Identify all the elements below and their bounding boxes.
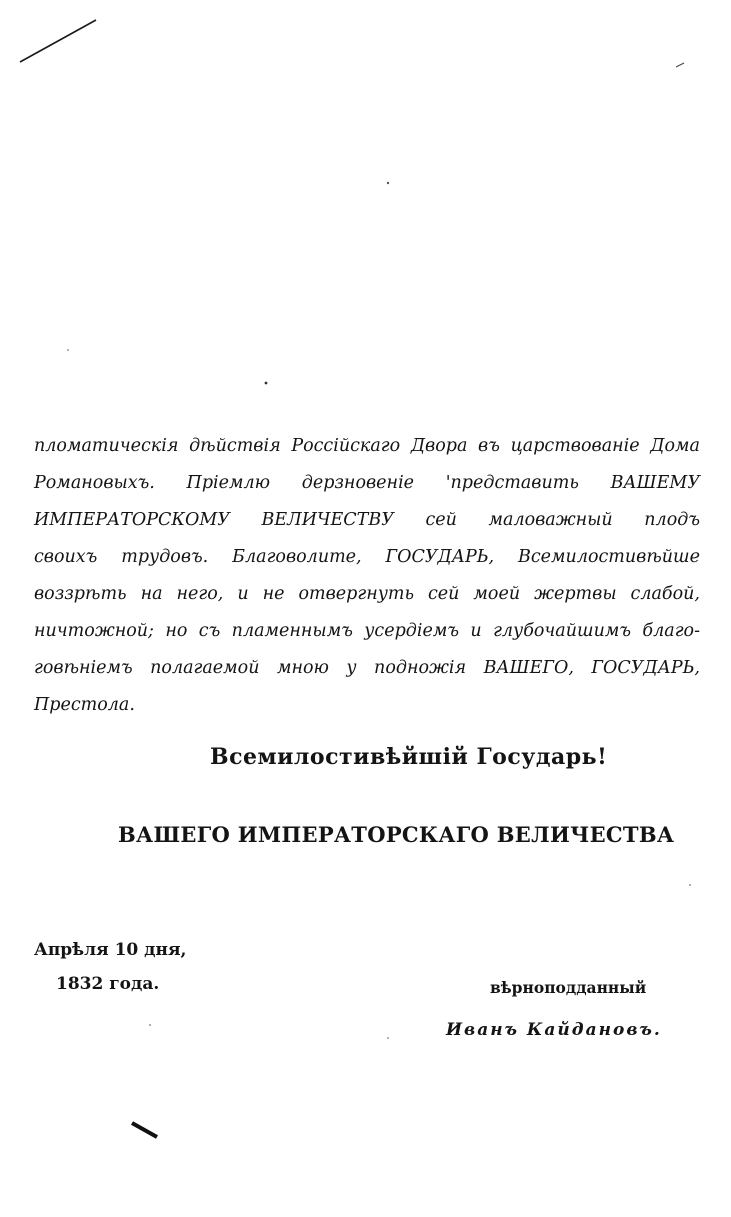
date-line-2: 1832 года. <box>56 974 160 994</box>
ink-blot <box>132 1123 157 1137</box>
body-line: воззрѣть на него, и не отвергнуть сей моей жертвы слабой, <box>34 584 700 604</box>
signature-title: вѣрноподданный <box>490 978 647 997</box>
scan-speck <box>387 1037 389 1039</box>
salutation-heading: Всемилостивѣйшій Государь! <box>210 744 608 770</box>
body-line: Престола. <box>34 695 135 715</box>
scan-speck <box>149 1024 151 1026</box>
scan-speck <box>387 182 389 184</box>
body-line: Романовыхъ. Пріемлю дерзновеніе 'представить ВАШЕМУ <box>34 473 700 493</box>
scan-speck <box>67 349 69 351</box>
majesty-heading: ВАШЕГО ИМПЕРАТОРСКАГО ВЕЛИЧЕСТВА <box>118 822 675 847</box>
scan-speck <box>265 382 268 385</box>
scan-speck <box>676 63 684 67</box>
dedication-body <box>34 428 700 724</box>
signature-name: Иванъ Кайдановъ. <box>446 1020 662 1040</box>
corner-pencil-stroke <box>20 20 96 62</box>
scan-speck <box>689 884 691 886</box>
body-line: пломатическія дѣйствія Россійскаго Двора въ царствованіе Дома <box>34 436 700 456</box>
date-line-1: Апрѣля 10 дня, <box>34 940 187 960</box>
body-line: говѣніемъ полагаемой мною у подножія ВАШЕГО, ГОСУДАРЬ, <box>34 658 700 678</box>
body-line: ИМПЕРАТОРСКОМУ ВЕЛИЧЕСТВУ сей маловажный плодъ <box>34 510 700 530</box>
body-line: своихъ трудовъ. Благоволите, ГОСУДАРЬ, Всемилостивѣйше <box>34 547 700 567</box>
body-line: ничтожной; но съ пламеннымъ усердіемъ и глубочайшимъ благо- <box>34 621 700 641</box>
